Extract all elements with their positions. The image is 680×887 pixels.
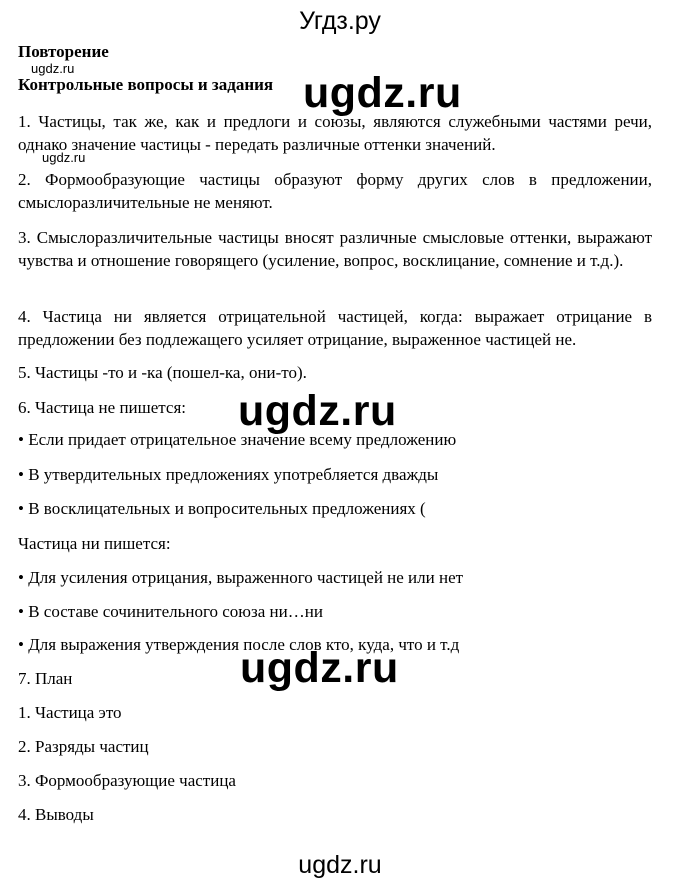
list-item: • Для усиления отрицания, выраженного частицей не или нет (18, 568, 464, 587)
list-item: • Для выражения утверждения после слов кто, куда, что и т.д (18, 635, 460, 654)
site-footer: ugdz.ru (298, 851, 382, 879)
heading-review: Повторение (18, 42, 109, 61)
watermark-small: ugdz.ru (42, 150, 86, 165)
list-item: • Если придает отрицательное значение всему предложению (18, 430, 457, 449)
watermark-small: ugdz.ru (31, 61, 75, 76)
answer-7: 7. План (18, 669, 73, 688)
plan-item: 2. Разряды частиц (18, 737, 149, 756)
list-item: • В составе сочинительного союза ни…ни (18, 602, 323, 621)
plan-item: 3. Формообразующие частица (18, 771, 236, 790)
watermark-large: ugdz.ru (303, 69, 462, 117)
ni-title: Частица ни пишется: (18, 534, 171, 553)
plan-item: 4. Выводы (18, 805, 94, 824)
list-item: • В утвердительных предложениях употребляется дважды (18, 465, 439, 484)
answer-5: 5. Частицы -то и -ка (пошел-ка, они-то). (18, 363, 307, 382)
site-header: Угдз.ру (299, 7, 381, 35)
answer-3: 3. Смыслоразличительные частицы вносят различные смысловые оттенки, выражают чувства и отношение говорящего (усиление, вопрос, восклицание, сомнение и т.д.). (18, 228, 652, 270)
answer-6: 6. Частица не пишется: (18, 398, 187, 417)
list-item: • В восклицательных и вопросительных предложениях ( (18, 499, 426, 518)
watermark-large: ugdz.ru (238, 387, 397, 435)
answer-1: 1. Частицы, так же, как и предлоги и союзы, являются служебными частями речи, однако значение частицы - передать различные оттенки значений. (18, 112, 652, 154)
answer-2: 2. Формообразующие частицы образуют форму других слов в предложении, смыслоразличительные не меняют. (18, 170, 652, 212)
plan-item: 1. Частица это (18, 703, 122, 722)
heading-questions: Контрольные вопросы и задания (18, 75, 274, 94)
answer-4: 4. Частица ни является отрицательной частицей, когда: выражает отрицание в предложении без подлежащего усиляет отрицание, выраженное частицей не. (18, 307, 652, 349)
watermark-large: ugdz.ru (240, 644, 399, 692)
